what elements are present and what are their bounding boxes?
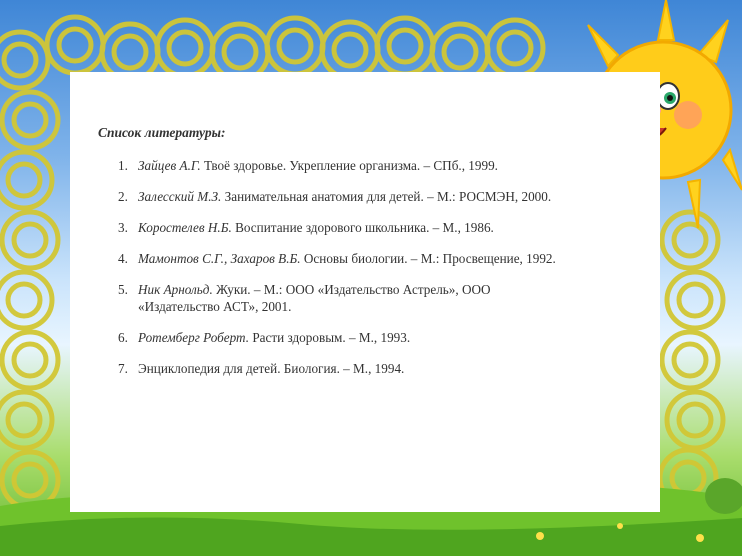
reference-author: Ротемберг Роберт. xyxy=(138,330,250,345)
reference-text: Расти здоровым. – М., 1993. xyxy=(249,330,411,345)
reference-item xyxy=(98,188,558,205)
bibliography xyxy=(98,124,558,391)
reference-author: Коростелев Н.Б. xyxy=(138,220,232,235)
reference-text: Жуки. – М.: ООО «Издательство Астрель», ООО «Издательство АСТ», 2001. xyxy=(138,282,491,314)
reference-author: Мамонтов С.Г., Захаров В.Б. xyxy=(138,251,301,266)
reference-number: 7. xyxy=(118,361,128,376)
reference-item xyxy=(98,360,558,377)
reference-text: Основы биологии. – М.: Просвещение, 1992. xyxy=(300,251,556,266)
reference-item xyxy=(98,329,558,346)
reference-item xyxy=(98,219,558,236)
reference-number: 1. xyxy=(118,158,128,173)
reference-author: Залесский М.З. xyxy=(138,189,222,204)
reference-list xyxy=(98,157,558,377)
reference-text: Занимательная анатомия для детей. – М.: РОСМЭН, 2000. xyxy=(221,189,552,204)
reference-author: Зайцев А.Г. xyxy=(138,158,201,173)
reference-text: Энциклопедия для детей. Биология. – М., 1994. xyxy=(138,361,405,376)
page-title: Список литературы: xyxy=(98,125,226,140)
reference-item xyxy=(98,281,558,315)
reference-number: 2. xyxy=(118,189,128,204)
reference-item xyxy=(98,157,558,174)
page-corner-cutout xyxy=(548,72,660,202)
reference-item xyxy=(98,250,558,267)
reference-number: 4. xyxy=(118,251,128,266)
reference-number: 5. xyxy=(118,282,128,297)
reference-text: Воспитание здорового школьника. – М., 1986. xyxy=(231,220,494,235)
reference-number: 3. xyxy=(118,220,128,235)
reference-author: Ник Арнольд. xyxy=(138,282,213,297)
reference-number: 6. xyxy=(118,330,128,345)
reference-text: Твоё здоровье. Укрепление организма. – СПб., 1999. xyxy=(200,158,498,173)
